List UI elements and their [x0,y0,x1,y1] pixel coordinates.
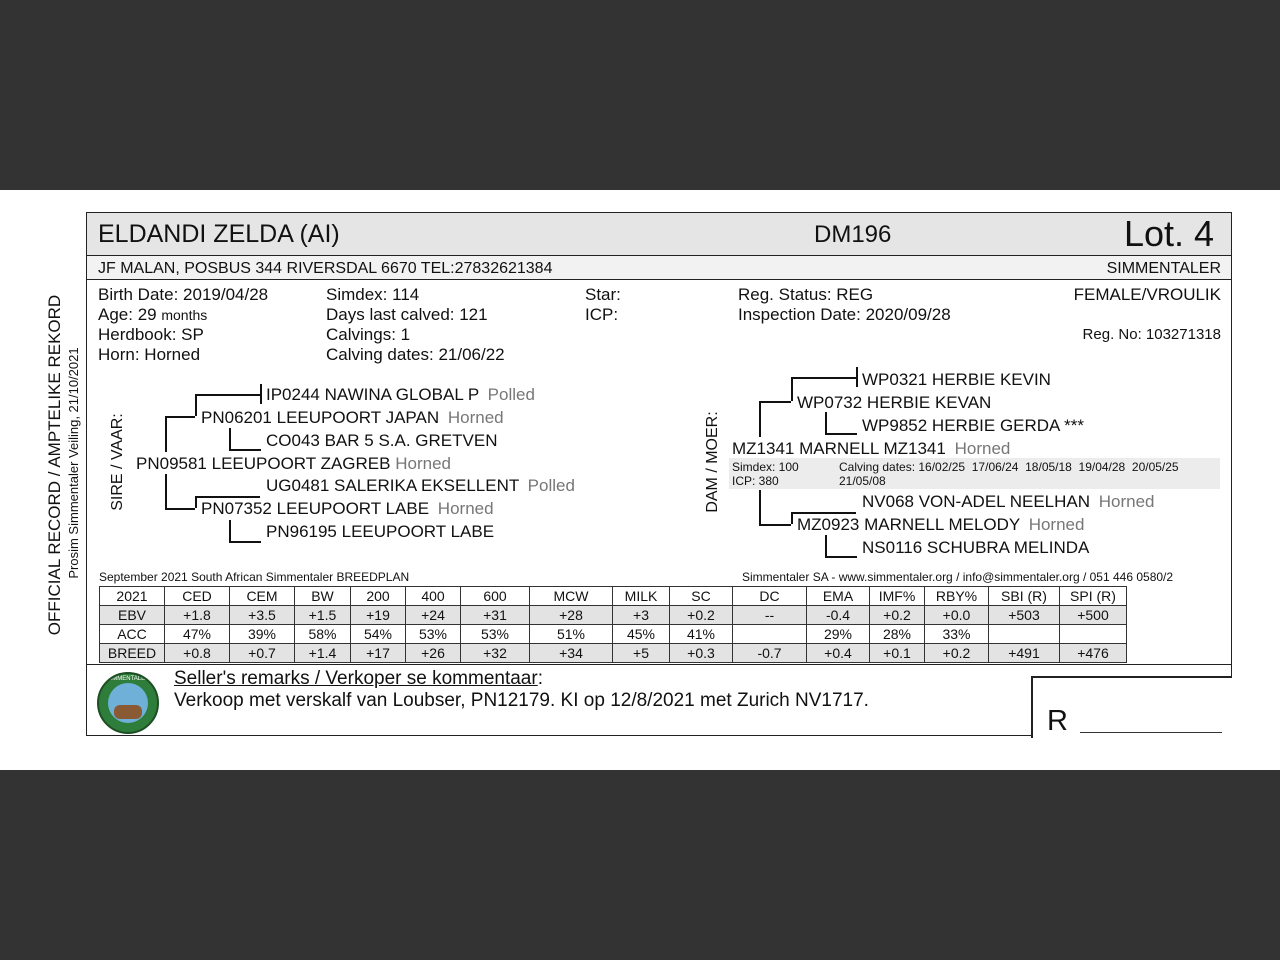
ebv-cell: SC [670,587,733,606]
star: Star: [585,285,621,304]
ebv-cell: 53% [406,625,461,644]
ebv-cell: +1.8 [165,606,230,625]
ebv-cell: IMF% [870,587,925,606]
ebv-cell: 47% [165,625,230,644]
ebv-cell: EMA [807,587,870,606]
horn-status: Horned [1098,492,1155,511]
ebv-cell: 28% [870,625,925,644]
dam-sire: WP0732 HERBIE KEVAN [797,393,992,412]
ebv-cell: +0.4 [807,644,870,663]
ebv-cell: DC [733,587,807,606]
dam [732,439,1010,459]
ebv-cell: +500 [1060,606,1127,625]
reg-number: Reg. No: 103271318 [1082,326,1221,343]
ebv-cell: 29% [807,625,870,644]
sire-sire-dam: CO043 BAR 5 S.A. GRETVEN [266,431,498,450]
ebv-cell: +0.8 [165,644,230,663]
horn-status: Polled [487,385,535,404]
ebv-cell: 33% [925,625,989,644]
ebv-cell: BREED [100,644,165,663]
calvings: Calvings: 1 [326,325,411,344]
ebv-cell: 600 [461,587,530,606]
animal-name: ELDANDI ZELDA (AI) [98,220,340,248]
ebv-cell: -0.7 [733,644,807,663]
ancestor-name: MZ1341 MARNELL MZ1341 [732,439,946,458]
ancestor-name: PN06201 LEEUPOORT JAPAN [201,408,440,427]
ebv-cell: 54% [351,625,406,644]
cattle-icon [114,705,142,719]
ebv-cell: +26 [406,644,461,663]
ebv-cell [989,625,1060,644]
ebv-cell: +503 [989,606,1060,625]
age [98,305,207,325]
ancestor-name: IP0244 NAWINA GLOBAL P [266,385,479,404]
dam-dam [797,515,1084,535]
horn-status: Horned [954,439,1011,458]
ebv-cell: +0.0 [925,606,989,625]
dam-sire-sire: WP0321 HERBIE KEVIN [862,370,1051,389]
days-last-calved: Days last calved: 121 [326,305,488,324]
dam-label: DAM / MOER: [704,411,721,513]
dam-dam-sire [862,492,1155,512]
ebv-cell: +1.5 [295,606,351,625]
animal-id: DM196 [814,221,892,248]
horn-status: Horned [395,454,451,473]
remarks-heading: Seller's remarks / Verkoper se kommentaar [174,668,538,689]
ebv-row-breed [100,644,1127,663]
ebv-cell: +5 [613,644,670,663]
ebv-cell: EBV [100,606,165,625]
ebv-row-header [100,587,1127,606]
ebv-cell: +0.7 [230,644,295,663]
ebv-cell: 41% [670,625,733,644]
age-value: Age: 29 [98,305,157,324]
age-unit: months [161,307,208,323]
r-label: R [1047,705,1068,737]
owner-info: JF MALAN, POSBUS 344 RIVERSDAL 6670 TEL:27832621384 [98,260,553,277]
ebv-cell: CEM [230,587,295,606]
ebv-cell: +476 [1060,644,1127,663]
ebv-cell: 2021 [100,587,165,606]
ancestor-name: UG0481 SALERIKA EKSELLENT [266,476,519,495]
ancestor-name: PN09581 LEEUPOORT ZAGREB [136,454,391,473]
dam-calving-dates: Calving dates: 16/02/25 17/06/24 18/05/18 19/04/28 20/05/25 [839,460,1179,474]
ebv-table [99,586,1127,663]
horn-status: Horned [447,408,504,427]
ebv-cell: CED [165,587,230,606]
sire-dam-sire [266,476,575,496]
ancestor-name: MZ0923 MARNELL MELODY [797,515,1020,534]
ebv-cell: 200 [351,587,406,606]
official-record-label: OFFICIAL RECORD / AMPTELIKE REKORD [45,294,64,636]
ebv-cell: 58% [295,625,351,644]
r-signature-line[interactable] [1080,732,1222,733]
simdex: Simdex: 114 [326,285,420,304]
remarks-title [174,668,543,690]
ebv-cell: +0.2 [925,644,989,663]
ebv-cell: SPI (R) [1060,587,1127,606]
reg-status: Reg. Status: REG [738,285,874,304]
horn-status: Horned [1028,515,1085,534]
ebv-cell: +3 [613,606,670,625]
ebv-cell: +0.2 [870,606,925,625]
logo-text: SIMMENTALER [106,676,150,682]
ebv-row-ebv [100,606,1127,625]
horn-status: Polled [527,476,575,495]
ebv-cell [733,625,807,644]
auction-label: Prosim Simmentaler Veiling, 21/10/2021 [66,347,81,579]
ebv-cell: -0.4 [807,606,870,625]
ancestor-name: PN07352 LEEUPOORT LABE [201,499,430,518]
ebv-cell: +0.3 [670,644,733,663]
ebv-cell: 400 [406,587,461,606]
ebv-cell: +19 [351,606,406,625]
ebv-row-acc [100,625,1127,644]
ebv-cell: BW [295,587,351,606]
ebv-cell: +1.4 [295,644,351,663]
ebv-cell: +17 [351,644,406,663]
remarks-divider [87,664,1232,665]
calving-dates: Calving dates: 21/06/22 [326,345,505,364]
breedplan-title: September 2021 South African Simmentaler BREEDPLAN [99,570,410,584]
ebv-cell: +491 [989,644,1060,663]
dam-icp: ICP: 380 [732,474,779,488]
ebv-cell: +34 [530,644,613,663]
herdbook: Herdbook: SP [98,325,204,344]
inspection-date: Inspection Date: 2020/09/28 [738,305,951,324]
ebv-cell: +28 [530,606,613,625]
dam-calving-dates-2: 21/05/08 [839,474,886,488]
ebv-cell: -- [733,606,807,625]
breedplan-contact: Simmentaler SA - www.simmentaler.org / info@simmentaler.org / 051 446 0580/2 [742,570,1174,584]
ebv-cell: +31 [461,606,530,625]
ebv-cell: 39% [230,625,295,644]
ebv-cell: 51% [530,625,613,644]
birth-date: Birth Date: 2019/04/28 [98,285,269,304]
horn-status: Horn: Horned [98,345,201,364]
lot-number: Lot. 4 [1124,213,1215,254]
icp: ICP: [585,305,619,324]
ebv-cell: RBY% [925,587,989,606]
remarks-colon: : [537,668,543,689]
ebv-cell: +3.5 [230,606,295,625]
breed-name: SIMMENTALER [1106,260,1221,277]
ebv-cell: MCW [530,587,613,606]
ancestor-name: NV068 VON-ADEL NEELHAN [862,492,1091,511]
dam-dam-dam: NS0116 SCHUBRA MELINDA [862,538,1090,557]
ebv-cell: MILK [613,587,670,606]
sire-dam-dam: PN96195 LEEUPOORT LABE [266,522,495,541]
association-logo [97,672,159,734]
ebv-cell: 53% [461,625,530,644]
sire-sire-sire [266,385,535,405]
ebv-cell: SBI (R) [989,587,1060,606]
sire [136,454,451,474]
ebv-cell: ACC [100,625,165,644]
ebv-cell: 45% [613,625,670,644]
ebv-cell [1060,625,1127,644]
ebv-cell: +24 [406,606,461,625]
sex: FEMALE/VROULIK [1073,285,1221,304]
remarks-text: Verkoop met verskalf van Loubser, PN12179. KI op 12/8/2021 met Zurich NV1717. [174,690,869,711]
ebv-cell: +0.2 [670,606,733,625]
horn-status: Horned [437,499,494,518]
sire-label: SIRE / VAAR: [109,413,126,511]
ebv-cell: +32 [461,644,530,663]
ebv-cell: +0.1 [870,644,925,663]
sire-sire [201,408,504,428]
record-sheet [0,190,1280,770]
dam-sire-dam: WP9852 HERBIE GERDA *** [862,416,1085,435]
dam-simdex: Simdex: 100 [732,460,799,474]
sire-dam [201,499,494,519]
